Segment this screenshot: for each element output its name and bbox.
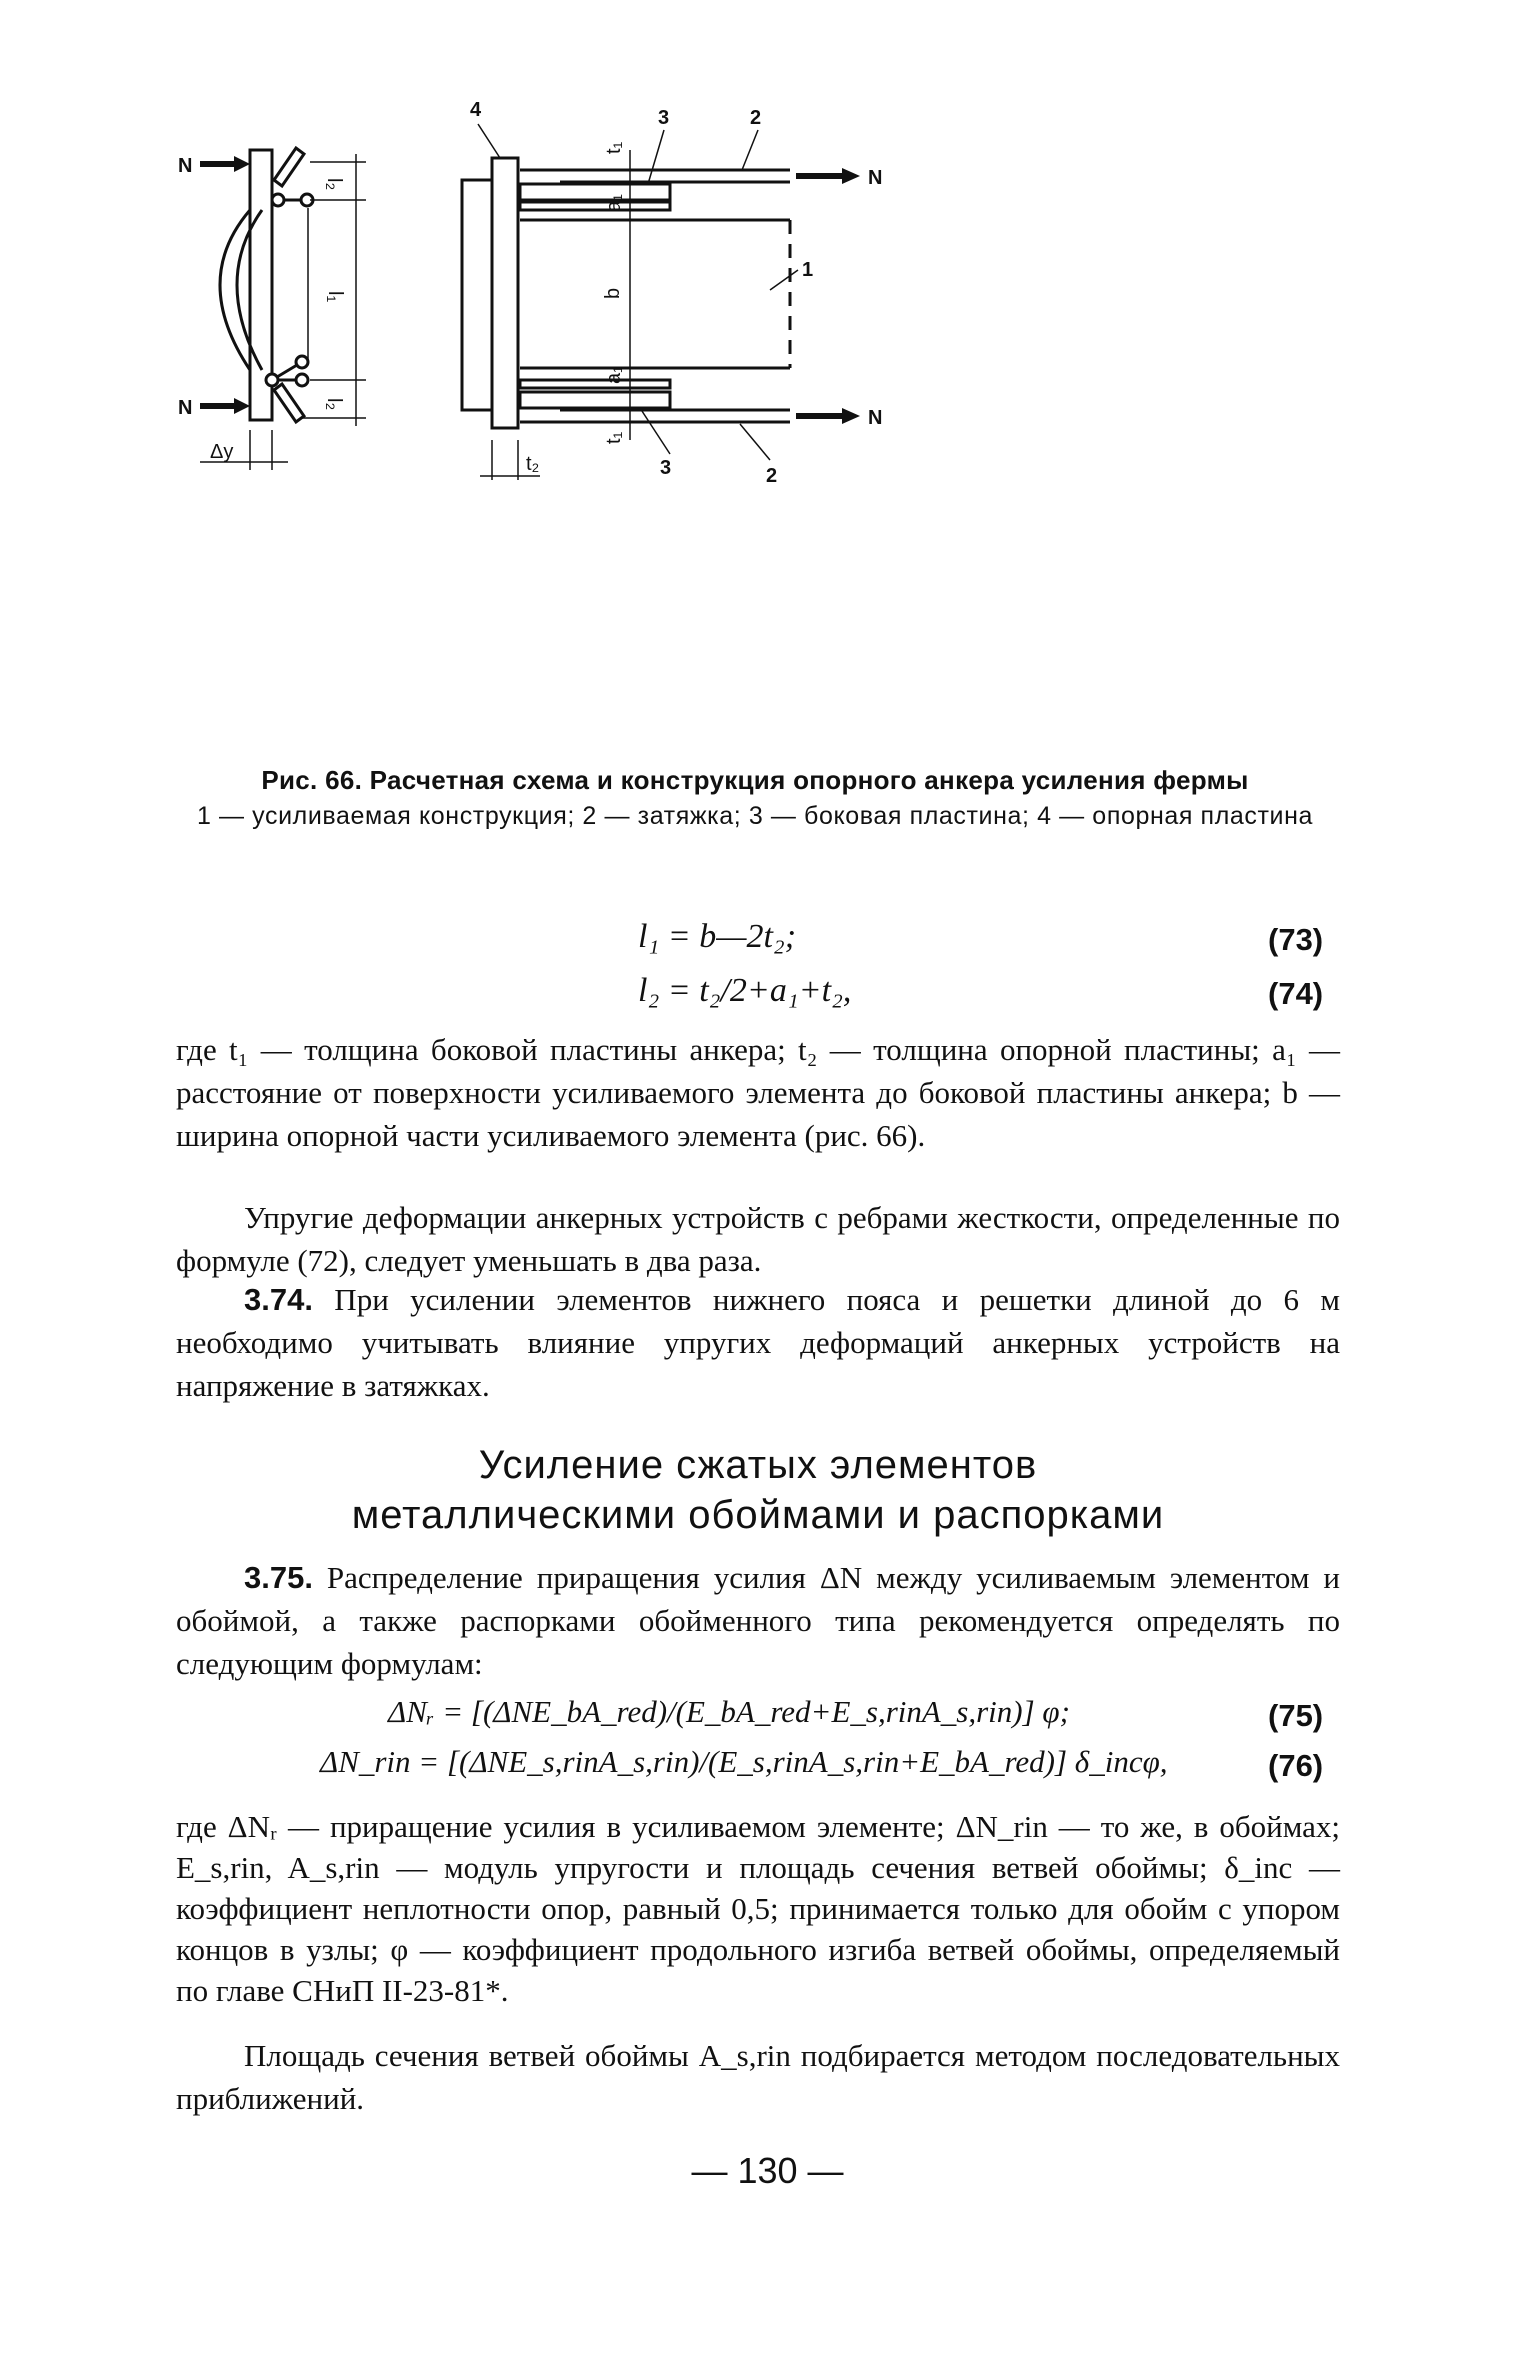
label-dy: Δy: [210, 441, 234, 463]
equation-75: ΔNᵣ = [(ΔNE_bA_red)/(E_bA_red+E_s,rinA_s,rin)] φ;: [388, 1694, 1070, 1729]
paragraph-definitions-1: где t₁ — толщина боковой пластины анкера; t₂ — толщина опорной пластины; a₁ — расстояние от поверхности усиливаемого элемента до боковой пластины анкера; b — ширина опорной части усиливаемого элемента (рис. 66).: [176, 1032, 1340, 1153]
label-a1-bottom: a₁: [603, 366, 625, 384]
clause-text-3-75: Распределение приращения усилия ΔN между усиливаемым элементом и обоймой, а также распорками обойменного типа рекомендуется определять по следующим формулам:: [176, 1560, 1340, 1681]
caption-title: Рис. 66. Расчетная схема и конструкция опорного анкера усиления фермы: [261, 765, 1249, 795]
paragraph-elastic-deformations: Упругие деформации анкерных устройств с ребрами жесткости, определенные по формуле (72), следует уменьшать в два раза.: [176, 1200, 1340, 1278]
label-n-top-left: N: [178, 155, 193, 177]
equation-75-number: (75): [1268, 1698, 1324, 1733]
label-l2-bottom: l₂: [323, 398, 345, 411]
section-heading-line-1: Усиление сжатых элементов: [478, 1443, 1038, 1487]
label-3-bottom: 3: [660, 457, 672, 479]
label-t2: t₂: [526, 453, 540, 475]
section-heading: [176, 1440, 1340, 1540]
paragraph-area-selection: Площадь сечения ветвей обоймы A_s,rin подбирается методом последовательных приближений.: [176, 2038, 1340, 2116]
label-2-bottom: 2: [766, 465, 778, 487]
label-n-top-right: N: [868, 167, 883, 189]
equation-73: l₁ = b—2t₂;: [638, 918, 797, 955]
clause-number-3-74: 3.74.: [244, 1282, 313, 1317]
equation-74: l₂ = t₂/2+a₁+t₂,: [638, 972, 852, 1009]
paragraph-3-75: [176, 1556, 1340, 1685]
label-a1-top: a₁: [603, 194, 625, 212]
paragraph-3-74: [176, 1278, 1340, 1407]
label-2-top: 2: [750, 107, 762, 129]
clause-text-3-74: При усилении элементов нижнего пояса и решетки длиной до 6 м необходимо учитывать влияние упругих деформаций анкерных устройств на напряжение в затяжках.: [176, 1282, 1340, 1403]
equation-73-number: (73): [1268, 922, 1324, 957]
label-1: 1: [802, 259, 814, 281]
label-t1-bottom: t₁: [603, 431, 625, 444]
page-number: — 130 —: [691, 2150, 844, 2191]
section-heading-line-2: металлическими обоймами и распорками: [351, 1493, 1165, 1537]
label-b: b: [602, 287, 624, 299]
equation-76: ΔN_rin = [(ΔNE_s,rinA_s,rin)/(E_s,rinA_s,rin+E_bA_red)] δ_incφ,: [320, 1744, 1168, 1779]
label-l2-top: l₂: [323, 178, 345, 191]
label-4: 4: [470, 99, 482, 121]
label-n-bottom-left: N: [178, 397, 193, 419]
label-t1-top: t₁: [603, 141, 625, 154]
label-n-bottom-right: N: [868, 407, 883, 429]
label-3-top: 3: [658, 107, 670, 129]
equation-76-number: (76): [1268, 1748, 1324, 1783]
clause-number-3-75: 3.75.: [244, 1560, 313, 1595]
equation-74-number: (74): [1268, 976, 1324, 1011]
label-l1: l₁: [324, 291, 346, 303]
paragraph-definitions-2: где ΔNᵣ — приращение усилия в усиливаемом элементе; ΔN_rin — то же, в обоймах; E_s,rin, A_s,rin — модуль упругости и площадь сечения ветвей обоймы; δ_inc — коэффициент неплотности опор, равный 0,5; принимается только для обойм с упором концов в узлы; φ — коэффициент продольного изгиба ветвей обоймы, определяемый по главе СНиП II-23-81*.: [176, 1809, 1340, 2008]
anchor-diagram-figure: [178, 99, 1370, 740]
figure-caption: [170, 762, 1340, 834]
caption-legend: 1 — усиливаемая конструкция; 2 — затяжка; 3 — боковая пластина; 4 — опорная пластина: [196, 802, 1314, 830]
